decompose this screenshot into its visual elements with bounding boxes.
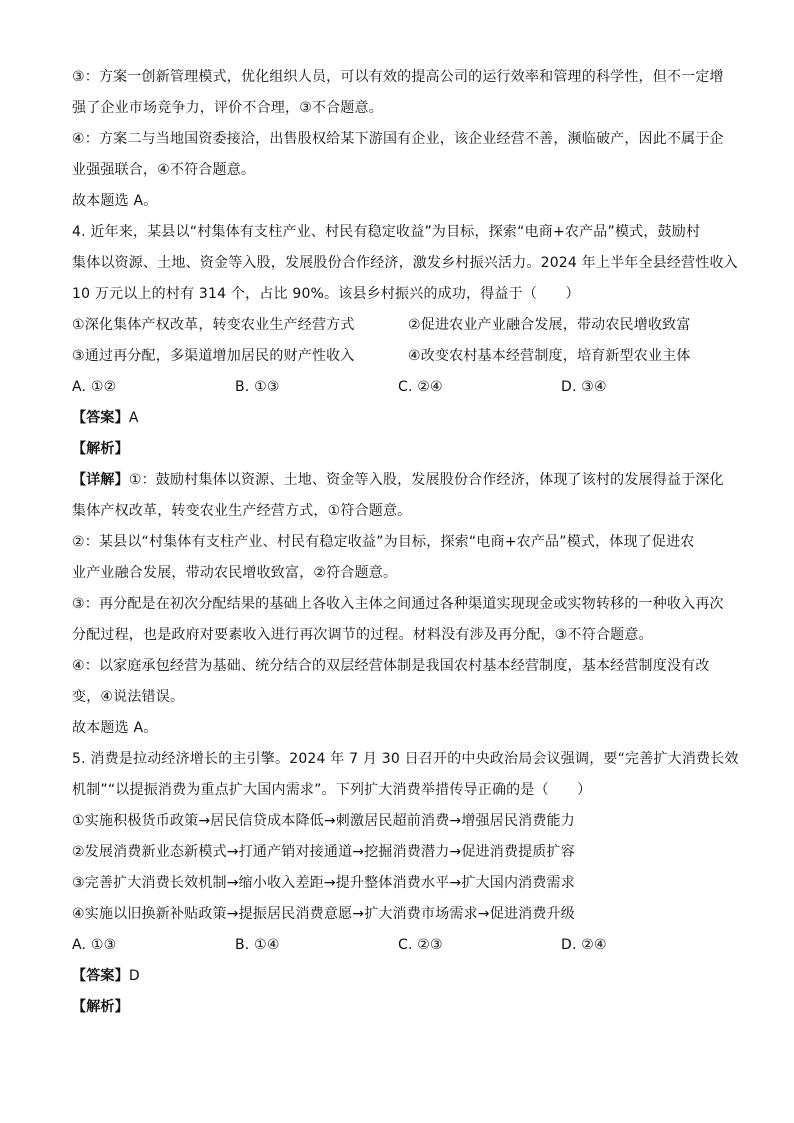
question-5: [72, 744, 739, 1023]
statement-item: ④改变农村基本经营制度，培育新型农业主体: [408, 348, 691, 364]
detail-line: 分配过程，也是政府对要素收入进行再次调节的过程。材料没有涉及再分配，③不符合题意。: [72, 627, 653, 643]
detail-tag: 【详解】: [72, 472, 129, 488]
answer-value: A: [128, 410, 139, 426]
choice-b: B. ①③: [235, 379, 280, 395]
conclusion-line: 故本题选 A。: [72, 720, 158, 736]
question-stem-line: 机制”“以提振消费为重点扩大国内需求”。下列扩大消费举措传导正确的是（ ）: [72, 782, 592, 798]
choice-a: A. ①②: [72, 379, 117, 395]
text-line: ④：方案二与当地国资委接洽，出售股权给某下游国有企业，该企业经营不善，濒临破产，因此不属于企: [72, 131, 724, 147]
question-stem-line: 4. 近年来，某县以“村集体有支柱产业、村民有稳定收益”为目标，探索“电商+农产品”模式，鼓励村: [72, 224, 701, 240]
question-stem-line: 10 万元以上的村有 314 个，占比 90%。该县乡村振兴的成功，得益于（ ）: [72, 286, 580, 302]
detail-text: ①：鼓励村集体以资源、土地、资金等入股，发展股份合作经济，体现了该村的发展得益于深化: [128, 472, 724, 488]
conclusion-line: 故本题选 A。: [72, 193, 158, 209]
detail-line: ④：以家庭承包经营为基础、统分结合的双层经营体制是我国农村基本经营制度，基本经营制度没有改: [72, 658, 710, 674]
choice-a: A. ①③: [72, 937, 117, 953]
question-stem-line: 集体以资源、土地、资金等入股，发展股份合作经济，激发乡村振兴活力。2024 年上半年全县经营性收入: [72, 255, 738, 271]
statement-item: ④实施以旧换新补贴政策→提振居民消费意愿→扩大消费市场需求→促进消费升级: [72, 906, 575, 922]
question-stem-line: 5. 消费是拉动经济增长的主引擎。2024 年 7 月 30 日召开的中央政治局会议强调，要“完善扩大消费长效: [72, 751, 739, 767]
choice-c: C. ②④: [398, 379, 443, 395]
analysis-heading: [72, 434, 722, 465]
statement-row: [72, 341, 722, 372]
statement-item: ①实施积极货币政策→居民信贷成本降低→刺激居民超前消费→增强居民消费能力: [72, 813, 575, 829]
statement-row: [72, 310, 722, 341]
choice-row: [72, 372, 722, 403]
answer-line: [72, 403, 722, 434]
answer-tag: 【答案】: [72, 410, 129, 426]
choice-row: [72, 930, 722, 961]
statement-item: ②促进农业产业融合发展，带动农民增收致富: [408, 317, 691, 333]
choice-d: D. ③④: [561, 379, 607, 395]
detail-line: ②：某县以“村集体有支柱产业、村民有稳定收益”为目标，探索“电商+农产品”模式，体现了促进农: [72, 534, 695, 550]
statement-item: ③完善扩大消费长效机制→缩小收入差距→提升整体消费水平→扩大国内消费需求: [72, 875, 575, 891]
text-line: 强了企业市场竞争力，评价不合理，③不合题意。: [72, 100, 383, 116]
choice-b: B. ①④: [235, 937, 280, 953]
detail-line: 集体产权改革，转变农业生产经营方式，①符合题意。: [72, 503, 412, 519]
analysis-tag: 【解析】: [72, 999, 129, 1015]
choice-d: D. ②④: [561, 937, 607, 953]
answer-value: D: [128, 968, 140, 984]
question-4: [72, 217, 738, 744]
statement-item: ①深化集体产权改革，转变农业生产经营方式: [72, 317, 355, 333]
text-line: ③：方案一创新管理模式，优化组织人员，可以有效的提高公司的运行效率和管理的科学性，但不一定增: [72, 69, 724, 85]
statement-item: ③通过再分配，多渠道增加居民的财产性收入: [72, 348, 355, 364]
choice-c: C. ②③: [398, 937, 443, 953]
analysis-heading: [72, 992, 722, 1023]
detail-line: 业产业融合发展，带动农民增收致富，②符合题意。: [72, 565, 398, 581]
analysis-tag: 【解析】: [72, 441, 129, 457]
detail-line: ③：再分配是在初次分配结果的基础上各收入主体之间通过各种渠道实现现金或实物转移的一种收入再次: [72, 596, 724, 612]
text-line: 业强强联合，④不符合题意。: [72, 162, 256, 178]
detail-line: 变，④说法错误。: [72, 689, 185, 705]
answer-tag: 【答案】: [72, 968, 129, 984]
statement-item: ②发展消费新业态新模式→打通产销对接通道→挖掘消费潜力→促进消费提质扩容: [72, 844, 575, 860]
document-page: [72, 62, 739, 1023]
previous-analysis: [72, 62, 722, 217]
answer-line: [72, 961, 722, 992]
detail-line: [72, 465, 722, 496]
